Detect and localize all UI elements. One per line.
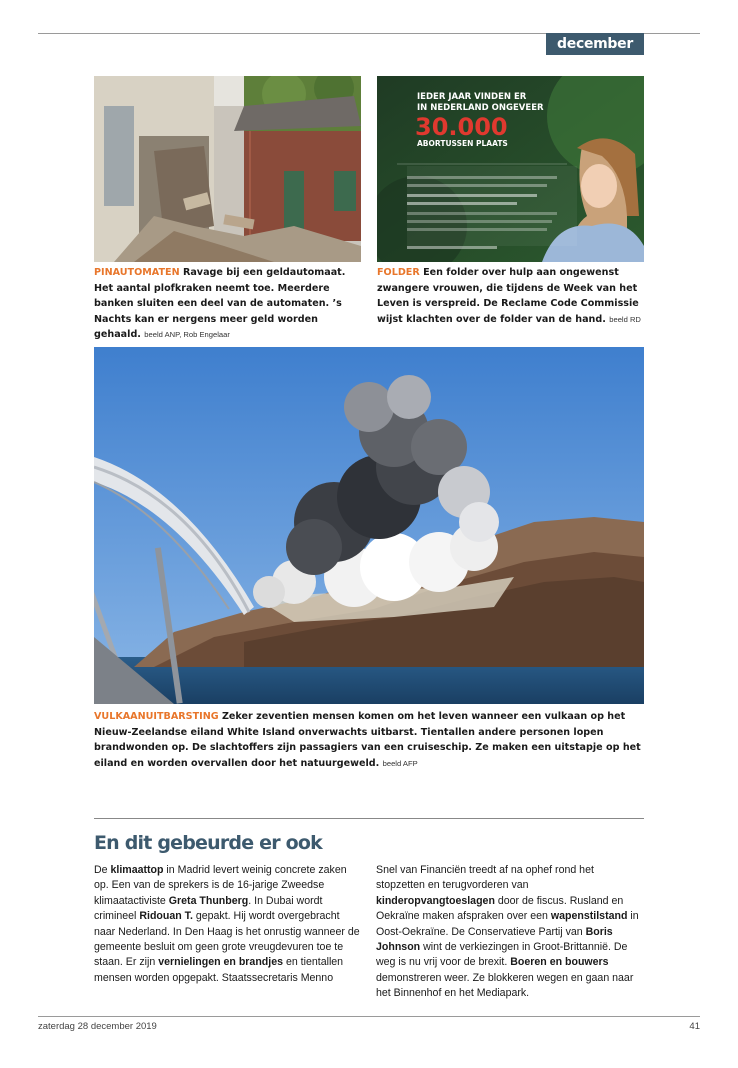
col1-text-3: . In Dubai wordt crimineel <box>94 894 323 923</box>
atm-photo-credit: beeld ANP, Rob Engelaar <box>144 330 230 339</box>
footer-date: zaterdag 28 december 2019 <box>38 1021 157 1032</box>
col1-bold-3: Ridouan T. <box>139 910 193 923</box>
atm-caption <box>94 265 364 343</box>
col1-bold-2: Greta Thunberg <box>168 894 249 907</box>
col1-text-4: gepakt. Hij wordt overgebracht naar Nederland. In Den Haag is het onrustig wanneer de gemeente besluit om geen grote vreugdevuren toe te staan. Er zijn <box>94 910 360 969</box>
col1-bold-4: vernielingen en brandjes <box>158 956 283 969</box>
folder-photo-illustration <box>377 76 644 262</box>
volcano-photo-credit: beeld AFP <box>382 758 418 768</box>
col2-text-3: in Oost-Oekraïne. De Conservatieve Partij van <box>376 910 639 938</box>
folder-caption <box>377 265 645 327</box>
col2-bold-2: wapenstilstand <box>550 910 628 923</box>
volcano-photo <box>94 347 644 704</box>
poster-line-2: IN NEDERLAND ONGEVEER <box>417 103 544 113</box>
atm-photo <box>94 76 361 262</box>
col2-text-2: door de fiscus. Rusland en Oekraïne maken afspraken over een <box>376 894 624 923</box>
col1-text-2: in Madrid levert weinig concrete zaken op. Een van de sprekers is de 16-jarige Zweedse klimaatactiviste <box>94 864 347 907</box>
col2-bold-1: kinderopvangtoeslagen <box>376 894 495 907</box>
col2-text-4: wint de verkiezingen in Groot-Brittannië. De weg is nu vrij voor de brexit. <box>376 941 628 969</box>
poster-line-1: IEDER JAAR VINDEN ER <box>417 92 527 102</box>
col1-bold-1: klimaattop <box>110 864 164 876</box>
col1-text-5: en tientallen mensen worden opgepakt. Staatssecretaris Menno <box>94 956 344 984</box>
atm-photo-illustration <box>94 76 361 262</box>
atm-caption-label: PINAUTOMATEN <box>94 267 180 278</box>
volcano-photo-illustration <box>94 347 644 704</box>
section-rule <box>94 818 644 819</box>
col2-bold-4: Boeren en bouwers <box>510 956 609 969</box>
col2-bold-3: Boris Johnson <box>376 925 613 954</box>
folder-caption-label: FOLDER <box>377 267 420 278</box>
section-column-2 <box>376 863 644 1002</box>
folder-caption-text: Een folder over hulp aan ongewenst zwangere vrouwen, die tijdens de Week van het Leven is verspreid. De Reclame Code Commissie wijst klachten over de folder van de hand. <box>377 267 639 325</box>
section-title: En dit gebeurde er ook <box>94 832 322 854</box>
atm-caption-text: Ravage bij een geldautomaat. Het aantal plofkraken neemt toe. Meerdere banken sluiten een deel van de automaten. ’s Nachts kan er nergens meer geld worden gehaald. <box>94 267 346 340</box>
col2-text-1: Snel van Financiën treedt af na ophef rond het stopzetten en terugvorderen van <box>376 864 594 892</box>
col2-text-5: demonstreren weer. Ze blokkeren wegen en gaan naar het Binnenhof en het Mediapark. <box>376 971 634 1000</box>
page-number: 41 <box>689 1021 700 1032</box>
volcano-caption-text: Zeker zeventien mensen komen om het leven wanneer een vulkaan op het Nieuw-Zeelandse eiland White Island onverwachts uitbarst. Tientallen andere personen lopen brandwonden op. De slachtoffers zijn passagiers van een cruiseschip. Ze maken een uitstapje op het eiland en worden overvallen door het natuurgeweld. <box>94 711 641 769</box>
volcano-caption-label: VULKAANUITBARSTING <box>94 711 219 722</box>
footer-rule <box>38 1016 700 1017</box>
poster-line-3: ABORTUSSEN PLAATS <box>417 139 508 148</box>
section-tab: december <box>546 33 644 55</box>
volcano-caption <box>94 709 646 771</box>
section-column-1 <box>94 863 362 986</box>
col1-text-1: De <box>94 864 111 876</box>
folder-photo <box>377 76 644 262</box>
poster-number: 30.000 <box>415 113 508 141</box>
folder-photo-credit: beeld RD <box>609 314 641 324</box>
